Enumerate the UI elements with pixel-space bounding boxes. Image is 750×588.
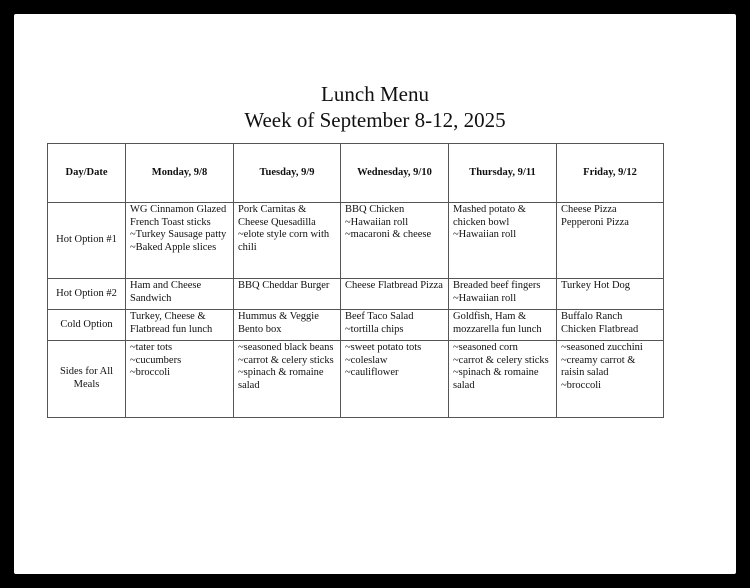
menu-cell-hot-option-2-monday	[126, 279, 234, 310]
column-header-monday: Monday, 9/8	[126, 144, 234, 203]
menu-item-line: ~Hawaiian roll	[453, 229, 517, 241]
lunch-menu-table	[47, 143, 664, 418]
menu-item-line: ~broccoli	[561, 379, 602, 391]
menu-cell-hot-option-1-tuesday	[234, 203, 341, 279]
menu-item-line: ~spinach & romaine salad	[238, 367, 324, 391]
column-header-wednesday: Wednesday, 9/10	[341, 144, 449, 203]
menu-cell-hot-option-1-friday	[557, 203, 664, 279]
menu-title: Lunch Menu	[321, 82, 429, 106]
menu-cell-sides-wednesday	[341, 341, 449, 418]
menu-item-line: Hummus & Veggie Bento box	[238, 311, 319, 335]
menu-item-line: ~elote style corn with chili	[238, 229, 330, 253]
column-header-friday: Friday, 9/12	[557, 144, 664, 203]
menu-item-line: Goldfish, Ham & mozzarella fun lunch	[453, 311, 542, 335]
table-row-cold-option	[48, 310, 664, 341]
column-header-tuesday: Tuesday, 9/9	[234, 144, 341, 203]
table-row-sides	[48, 341, 664, 418]
menu-item-line: Mashed potato & chicken bowl	[453, 204, 526, 228]
menu-item-line: Pepperoni Pizza	[561, 216, 629, 228]
menu-cell-hot-option-2-tuesday	[234, 279, 341, 310]
menu-item-line: ~Turkey Sausage patty	[130, 229, 227, 241]
menu-cell-hot-option-2-wednesday	[341, 279, 449, 310]
menu-item-line: WG Cinnamon Glazed French Toast sticks	[130, 204, 227, 228]
table-row-hot-option-1	[48, 203, 664, 279]
menu-item-line: ~Hawaiian roll	[345, 216, 409, 228]
menu-cell-cold-option-monday	[126, 310, 234, 341]
menu-item-line: BBQ Cheddar Burger	[238, 280, 330, 291]
menu-item-line: ~macaroni & cheese	[345, 229, 432, 241]
menu-item-line: ~carrot & celery sticks	[453, 354, 549, 366]
menu-item-line: Turkey Hot Dog	[561, 280, 631, 291]
table-row-hot-option-2	[48, 279, 664, 310]
menu-item-line: ~broccoli	[130, 367, 171, 379]
menu-item-line: ~carrot & celery sticks	[238, 354, 334, 366]
table-header-row	[48, 144, 664, 203]
menu-cell-sides-tuesday	[234, 341, 341, 418]
menu-item-line: Breaded beef fingers	[453, 280, 541, 291]
menu-cell-sides-friday	[557, 341, 664, 418]
menu-cell-sides-thursday	[449, 341, 557, 418]
menu-cell-cold-option-friday	[557, 310, 664, 341]
row-label-sides: Sides for All Meals	[48, 341, 126, 418]
menu-cell-cold-option-tuesday	[234, 310, 341, 341]
menu-item-line: Pork Carnitas & Cheese Quesadilla	[238, 204, 316, 228]
menu-item-line: Turkey, Cheese & Flatbread fun lunch	[130, 311, 213, 335]
menu-item-line: Cheese Pizza	[561, 204, 617, 215]
menu-item-line: ~tortilla chips	[345, 323, 404, 335]
menu-item-line: Buffalo Ranch Chicken Flatbread	[561, 311, 639, 335]
menu-cell-hot-option-1-wednesday	[341, 203, 449, 279]
menu-item-line: BBQ Chicken	[345, 204, 405, 215]
menu-cell-hot-option-1-monday	[126, 203, 234, 279]
menu-item-line: ~seasoned corn	[453, 342, 518, 353]
menu-item-line: Beef Taco Salad	[345, 311, 414, 322]
menu-cell-hot-option-2-friday	[557, 279, 664, 310]
menu-cell-sides-monday	[126, 341, 234, 418]
menu-item-line: ~sweet potato tots	[345, 342, 422, 353]
menu-item-line: ~Hawaiian roll	[453, 292, 517, 304]
menu-item-line: ~cauliflower	[345, 367, 399, 379]
menu-item-line: ~cucumbers	[130, 354, 182, 366]
row-label-hot-option-1: Hot Option #1	[48, 203, 126, 279]
menu-item-line: ~seasoned zucchini	[561, 342, 643, 353]
menu-item-line: ~creamy carrot & raisin salad	[561, 354, 636, 379]
menu-item-line: Cheese Flatbread Pizza	[345, 280, 443, 291]
menu-cell-cold-option-wednesday	[341, 310, 449, 341]
menu-item-line: Ham and Cheese Sandwich	[130, 280, 202, 304]
menu-item-line: ~seasoned black beans	[238, 342, 334, 353]
menu-item-line: ~tater tots	[130, 342, 173, 353]
menu-item-line: ~coleslaw	[345, 354, 388, 366]
menu-item-line: ~spinach & romaine salad	[453, 367, 539, 391]
row-label-hot-option-2: Hot Option #2	[48, 279, 126, 310]
menu-week-subtitle: Week of September 8-12, 2025	[244, 108, 506, 132]
column-header-thursday: Thursday, 9/11	[449, 144, 557, 203]
menu-cell-cold-option-thursday	[449, 310, 557, 341]
column-header-day-date: Day/Date	[48, 144, 126, 203]
menu-item-line: ~Baked Apple slices	[130, 241, 217, 253]
menu-cell-hot-option-2-thursday	[449, 279, 557, 310]
menu-cell-hot-option-1-thursday	[449, 203, 557, 279]
row-label-cold-option: Cold Option	[48, 310, 126, 341]
